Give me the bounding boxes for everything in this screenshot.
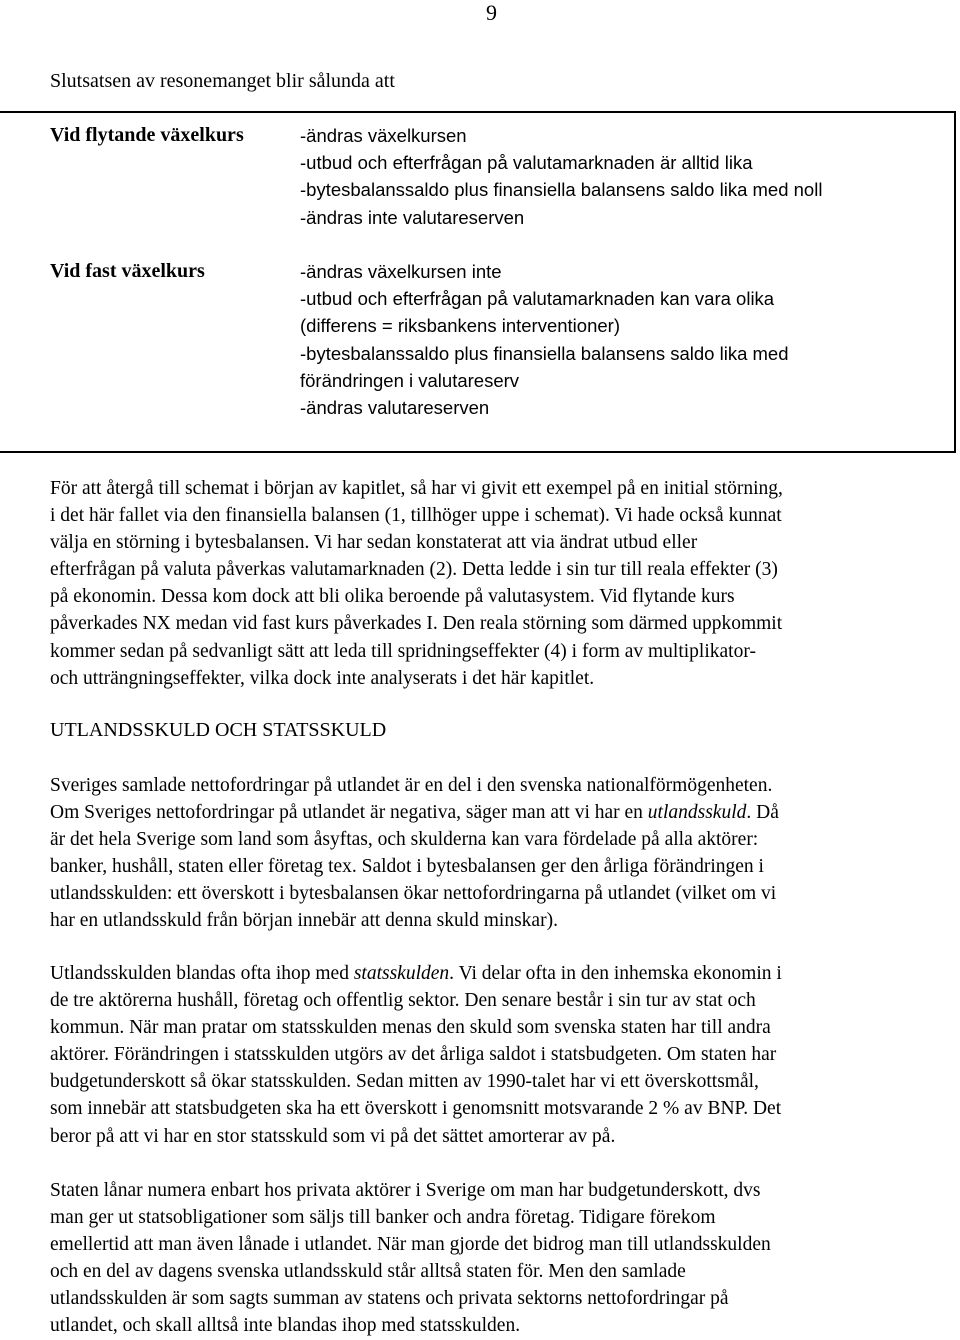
text-line: kommun. När man pratar om statsskulden menas den skuld som svenska staten har till andra (50, 1017, 771, 1039)
text-line (50, 799, 940, 826)
floating-rate-label: Vid flytande växelkurs (50, 124, 244, 146)
text-line: Sveriges samlade nettofordringar på utlandet är en del i den svenska nationalförmögenheten. (50, 775, 773, 796)
text-line: påverkades NX medan vid fast kurs påverkades I. Den reala störning som därmed uppkommit (50, 613, 783, 635)
paragraph-statsskuld (50, 960, 940, 1150)
page-number: 9 (486, 0, 497, 25)
fixed-line: -utbud och efterfrågan på valutamarknaden kan vara olika (300, 288, 775, 310)
paragraph-utlandsskuld (50, 772, 940, 935)
text-line: emellertid att man även lånade i utlandet. När man gjorde det bidrog man till utlandsskulden (50, 1234, 771, 1256)
fixed-rate-list (300, 258, 940, 421)
text-line: Staten lånar numera enbart hos privata aktörer i Sverige om man har budgetunderskott, dvs (50, 1180, 761, 1201)
intro-text: Slutsatsen av resonemanget blir sålunda att (50, 70, 395, 92)
fixed-rate-label: Vid fast växelkurs (50, 260, 205, 282)
text-line: i det här fallet via den finansiella balansen (1, tillhöger uppe i schemat). Vi hade också kunnat (50, 505, 782, 527)
text-line (50, 960, 940, 987)
fixed-line: -ändras valutareserven (300, 397, 490, 419)
section-heading: UTLANDSSKULD OCH STATSSKULD (50, 719, 387, 741)
text-line: har en utlandsskuld från början innebär att denna skuld minskar). (50, 910, 558, 932)
text-line: och utträngningseffekter, vilka dock inte analyserats i det här kapitlet. (50, 667, 595, 689)
text-segment: . Då (746, 802, 779, 824)
text-segment: . Vi delar ofta in den inhemska ekonomin i (449, 963, 782, 984)
text-line: kommer sedan på sedvanligt sätt att leda till spridningseffekter (4) i form av multiplikator- (50, 640, 756, 662)
text-line: beror på att vi har en stor statsskuld som vi på det sättet amorterar av på. (50, 1125, 616, 1147)
emphasized-term: utlandsskuld (647, 802, 747, 824)
text-segment: Utlandsskulden blandas ofta ihop med (50, 963, 354, 984)
paragraph-staten-lanar (50, 1177, 940, 1340)
text-line: är det hela Sverige som land som åsyftas, och skulderna kan vara fördelade på alla aktörer: (50, 829, 759, 851)
text-line: utlandet, och skall alltså inte blandas ihop med statsskulden. (50, 1315, 521, 1337)
emphasized-term: statsskulden (353, 963, 450, 984)
text-line: utlandsskulden: ett överskott i bytesbalansen ökar nettofordringarna på utlandet (vilket om vi (50, 883, 777, 905)
text-line: och en del av dagens svenska utlandsskuld står alltså staten för. Men den samlade (50, 1261, 686, 1283)
floating-line: -ändras växelkursen (300, 125, 467, 146)
text-segment: Om Sveriges nettofordringar på utlandet är negativa, säger man att vi har en (50, 802, 648, 824)
text-line: banker, hushåll, staten eller företag tex. Saldot i bytesbalansen ger den årliga förändringen i (50, 856, 764, 878)
fixed-line: förändringen i valutareserv (300, 369, 520, 391)
summary-box (0, 111, 956, 453)
text-line: man ger ut statsobligationer som säljs till banker och andra företag. Tidigare förekom (50, 1207, 716, 1229)
text-line: aktörer. Förändringen i statsskulden utgörs av det årliga saldot i statsbudgeten. Om staten har (50, 1044, 777, 1066)
text-line: på ekonomin. Dessa kom dock att bli olika beroende på valutasystem. Vid flytande kurs (50, 586, 735, 608)
floating-line: -utbud och efterfrågan på valutamarknaden är alltid lika (300, 152, 753, 174)
text-line: som innebär att statsbudgeten ska ha ett överskott i genomsnitt motsvarande 2 % av BNP. Det (50, 1098, 782, 1120)
text-line: utlandsskulden är som sagts summan av statens och privata sektorns nettofordringar på (50, 1288, 729, 1310)
text-line: välja en störning i bytesbalansen. Vi har sedan konstaterat att via ändrat utbud eller (50, 532, 698, 554)
text-line: de tre aktörerna hushåll, företag och offentlig sektor. Den senare består i sin tur av stat och (50, 990, 756, 1012)
floating-line: -ändras inte valutareserven (300, 206, 525, 228)
fixed-line: -ändras växelkursen inte (300, 261, 502, 282)
paragraph-schema (50, 475, 940, 692)
floating-rate-list (300, 122, 940, 231)
floating-line: -bytesbalanssaldo plus finansiella balansens saldo lika med noll (300, 179, 823, 201)
text-line: efterfrågan på valuta påverkas valutamarknaden (2). Detta ledde i sin tur till reala effekter (3) (50, 559, 778, 581)
fixed-line: -bytesbalanssaldo plus finansiella balansens saldo lika med (300, 342, 789, 364)
text-line: För att återgå till schemat i början av kapitlet, så har vi givit ett exempel på en initial störning, (50, 478, 783, 499)
text-line: budgetunderskott så ökar statsskulden. Sedan mitten av 1990-talet har vi ett överskottsmål, (50, 1071, 759, 1093)
fixed-line: (differens = riksbankens interventioner) (300, 315, 620, 337)
